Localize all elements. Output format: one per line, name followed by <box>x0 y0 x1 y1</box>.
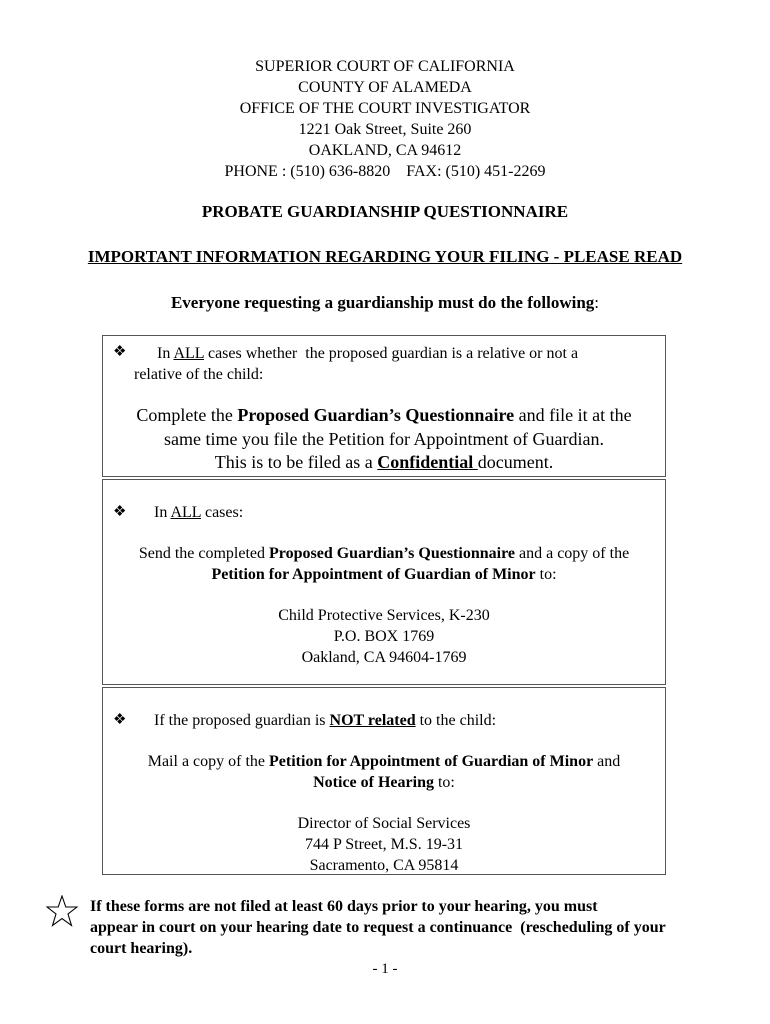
page-title: PROBATE GUARDIANSHIP QUESTIONNAIRE <box>201 202 569 221</box>
box2-instruction-line2: Petition for Appointment of Guardian of Minor to: <box>211 566 557 583</box>
box3-instruction-line2: Notice of Hearing to: <box>313 774 455 791</box>
important-heading: IMPORTANT INFORMATION REGARDING YOUR FILING - PLEASE READ <box>87 247 683 266</box>
diamond-bullet-icon: ❖ <box>113 344 127 360</box>
box2-bullet-text: In ALL cases: <box>154 504 244 521</box>
warning-line1: If these forms are not filed at least 60 days prior to your hearing, you must <box>90 898 598 915</box>
warning-line3: court hearing). <box>90 940 193 957</box>
box1-instruction-line3: This is to be filed as a Confidential document. <box>214 452 554 472</box>
header-phone-fax: PHONE : (510) 636-8820 FAX: (510) 451-2269 <box>224 163 546 180</box>
header-county: COUNTY OF ALAMEDA <box>298 79 472 96</box>
box3-instruction-line1: Mail a copy of the Petition for Appointment of Guardian of Minor and <box>147 753 621 770</box>
page-number: - 1 - <box>372 961 398 977</box>
dss-address-line2: 744 P Street, M.S. 19-31 <box>304 836 464 853</box>
header-court-name: SUPERIOR COURT OF CALIFORNIA <box>255 58 515 75</box>
everyone-heading-text: Everyone requesting a guardianship must do the following <box>170 293 595 312</box>
diamond-bullet-icon: ❖ <box>113 712 127 728</box>
star-icon <box>46 895 78 927</box>
cps-address-line1: Child Protective Services, K-230 <box>278 607 490 624</box>
dss-address-line3: Sacramento, CA 95814 <box>309 857 459 874</box>
diamond-bullet-icon: ❖ <box>113 504 127 520</box>
box1-bullet-text-line2: relative of the child: <box>134 366 264 383</box>
instruction-box-file-questionnaire <box>102 335 666 477</box>
header-office: OFFICE OF THE COURT INVESTIGATOR <box>239 100 531 117</box>
header-city: OAKLAND, CA 94612 <box>308 142 462 159</box>
box1-bullet-text: In ALL cases whether the proposed guardian is a relative or not a <box>157 345 579 362</box>
deadline-warning <box>90 896 740 959</box>
confidential-label: Confidential <box>377 452 478 472</box>
instruction-box-send-to-cps <box>102 479 666 685</box>
box1-instruction-line2: same time you file the Petition for Appointment of Guardian. <box>164 429 604 449</box>
box1-instruction-line1: Complete the Proposed Guardian’s Questionnaire and file it at the <box>136 405 632 425</box>
cps-address-line2: P.O. BOX 1769 <box>333 628 435 645</box>
box2-instruction-line1: Send the completed Proposed Guardian’s Questionnaire and a copy of the <box>138 545 630 562</box>
header-street: 1221 Oak Street, Suite 260 <box>298 121 472 138</box>
everyone-heading: Everyone requesting a guardianship must do the following: <box>170 293 600 312</box>
court-header <box>0 56 770 182</box>
warning-line2: appear in court on your hearing date to request a continuance (rescheduling of your <box>90 919 666 936</box>
dss-address-line1: Director of Social Services <box>297 815 471 832</box>
instruction-box-not-related <box>102 687 666 875</box>
box3-bullet-text: If the proposed guardian is NOT related to the child: <box>154 712 497 729</box>
cps-address-line3: Oakland, CA 94604-1769 <box>301 649 467 666</box>
